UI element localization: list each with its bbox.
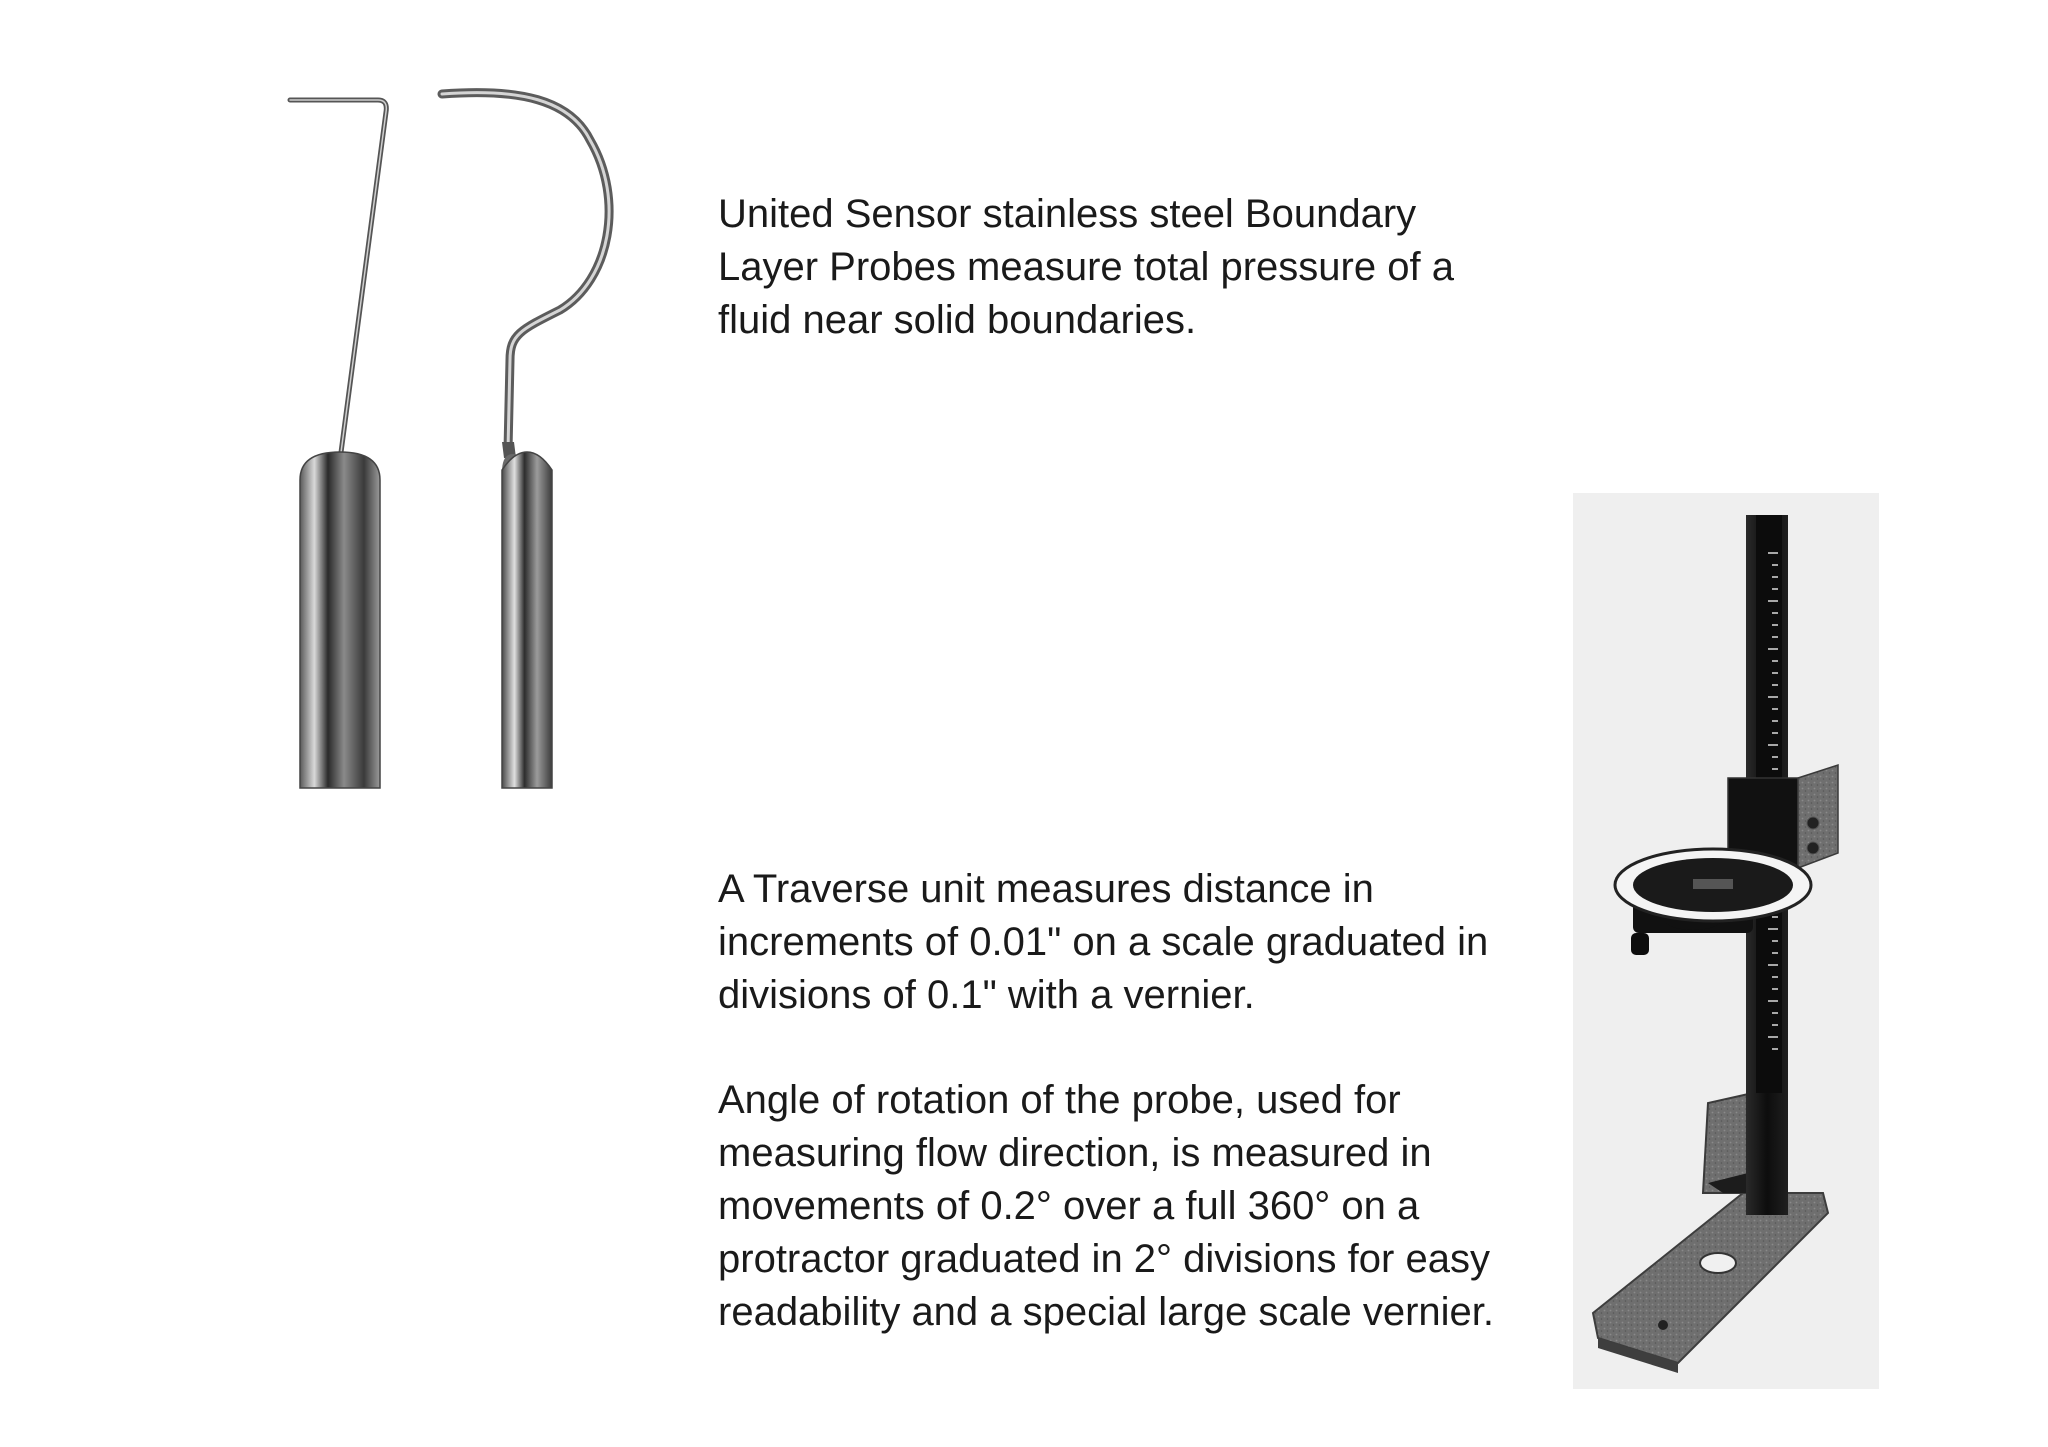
rotation-description-line: protractor graduated in 2° divisions for easy <box>718 1237 1490 1281</box>
traverse-unit-image <box>1573 493 1879 1389</box>
rotation-description-line: Angle of rotation of the probe, used for <box>718 1078 1401 1122</box>
probes-illustration <box>270 80 670 800</box>
traverse-description-line: increments of 0.01" on a scale graduated in <box>718 920 1489 964</box>
traverse-description <box>718 863 1488 1022</box>
probes-description-line: fluid near solid boundaries. <box>718 298 1197 342</box>
traverse-description-line: A Traverse unit measures distance in <box>718 867 1374 911</box>
probes-description-line: Layer Probes measure total pressure of a <box>718 245 1454 289</box>
hooked-probe-icon <box>442 93 609 788</box>
boundary-layer-probes-image <box>270 80 670 800</box>
straight-probe-icon <box>290 100 386 788</box>
traverse-base-icon <box>1593 1093 1828 1373</box>
probes-description <box>718 188 1454 347</box>
rotation-description <box>718 1074 1494 1339</box>
traverse-unit-illustration <box>1573 493 1879 1389</box>
rotation-description-line: measuring flow direction, is measured in <box>718 1131 1432 1175</box>
traverse-description-line: divisions of 0.1" with a vernier. <box>718 973 1255 1017</box>
rotation-description-line: readability and a special large scale vernier. <box>718 1290 1494 1334</box>
rotation-description-line: movements of 0.2° over a full 360° on a <box>718 1184 1420 1228</box>
probes-description-line: United Sensor stainless steel Boundary <box>718 192 1417 236</box>
